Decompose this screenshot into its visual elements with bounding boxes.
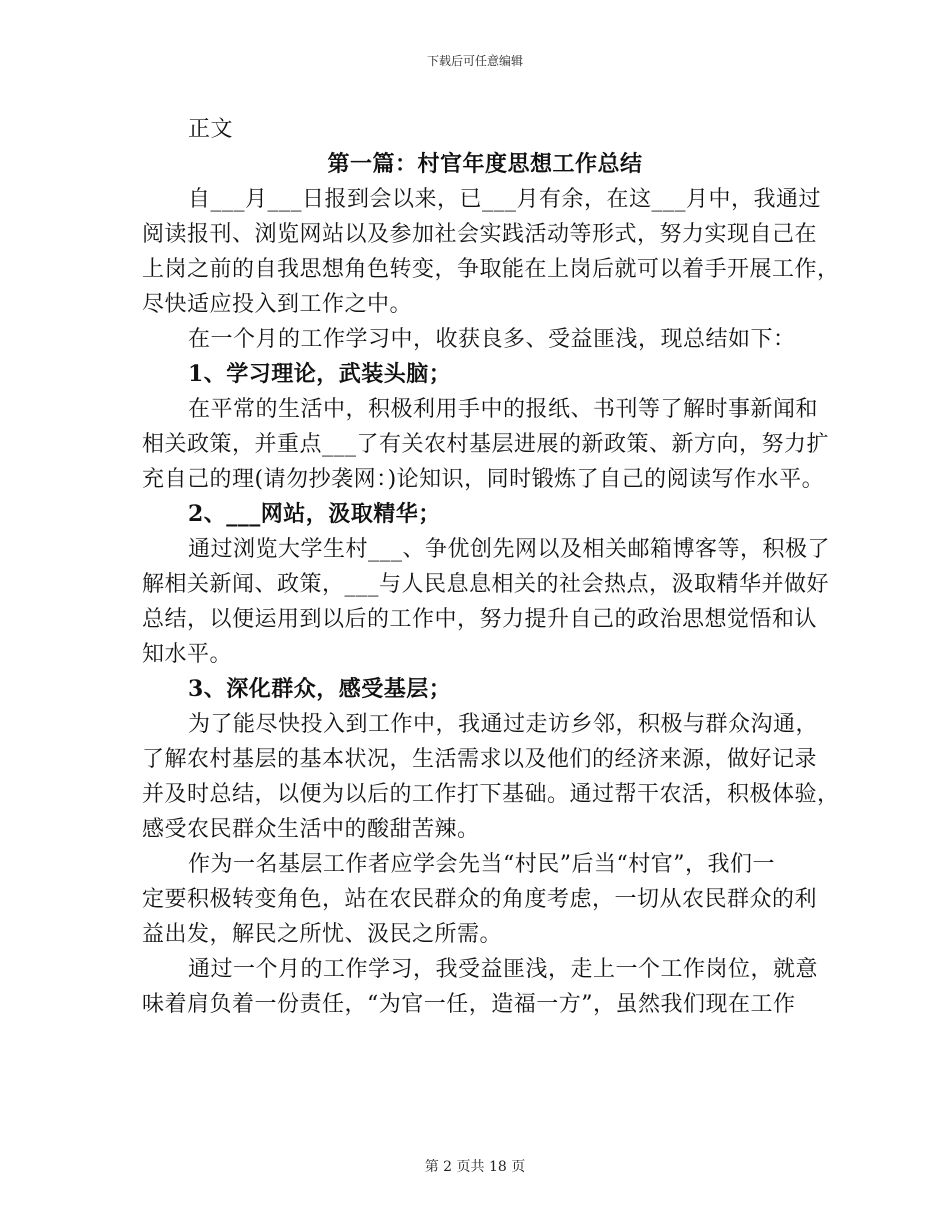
document-body <box>142 112 840 1022</box>
text-line: 味着肩负着一份责任，“为官一任，造福一方”，虽然我们现在工作 <box>142 992 796 1017</box>
page-footer: 第 2 页共 18 页 <box>424 1159 526 1175</box>
document-title: 第一篇：村官年度思想工作总结 <box>327 151 643 177</box>
text-line: 充自己的理(请勿抄袭网：)论知识，同时锻炼了自己的阅读写作水平。 <box>142 467 825 492</box>
text-line: 益出发，解民之所忧、汲民之所需。 <box>142 922 503 947</box>
text-line: 阅读报刊、浏览网站以及参加社会实践活动等形式，努力实现自己在 <box>142 222 818 247</box>
text-line: 在平常的生活中，积极利用手中的报纸、书刊等了解时事新闻和 <box>188 397 819 422</box>
text-line: 了解农村基层的基本状况，生活需求以及他们的经济来源，做好记录 <box>142 747 818 772</box>
section-heading: 1、学习理论，武装头脑； <box>188 361 452 387</box>
text-line: 并及时总结，以便为以后的工作打下基础。通过帮干农活，积极体验， <box>142 782 840 807</box>
page-header: 下载后可任意编辑 <box>426 54 523 68</box>
text-line: 正文 <box>188 117 234 142</box>
text-line: 通过一个月的工作学习，我受益匪浅，走上一个工作岗位，就意 <box>188 957 819 982</box>
text-line: 作为一名基层工作者应学会先当“村民”后当“村官”，我们一 <box>188 852 775 877</box>
text-line: 在一个月的工作学习中，收获良多、受益匪浅，现总结如下： <box>188 327 796 352</box>
text-line: 通过浏览大学生村___、争优创先网以及相关邮箱博客等，积极了 <box>188 537 831 562</box>
text-line: 感受农民群众生活中的酸甜苦辣。 <box>142 817 480 842</box>
text-line: 上岗之前的自我思想角色转变，争取能在上岗后就可以着手开展工作， <box>142 257 840 282</box>
section-heading: 2、___网站，汲取精华； <box>188 501 441 527</box>
text-line: 解相关新闻、政策，___与人民息息相关的社会热点，汲取精华并做好 <box>142 572 830 597</box>
text-line: 自___月___日报到会以来，已___月有余，在这___月中，我通过 <box>188 187 822 212</box>
section-heading: 3、深化群众，感受基层； <box>188 676 452 702</box>
text-line: 为了能尽快投入到工作中，我通过走访乡邻，积极与群众沟通， <box>188 712 819 737</box>
text-line: 总结，以便运用到以后的工作中，努力提升自己的政治思想觉悟和认 <box>142 607 818 632</box>
text-line: 知水平。 <box>142 642 233 667</box>
text-line: 定要积极转变角色，站在农民群众的角度考虑，一切从农民群众的利 <box>142 887 818 912</box>
text-line: 尽快适应投入到工作之中。 <box>142 292 413 317</box>
text-line: 相关政策，并重点___了有关农村基层进展的新政策、新方向，努力扩 <box>142 432 830 457</box>
